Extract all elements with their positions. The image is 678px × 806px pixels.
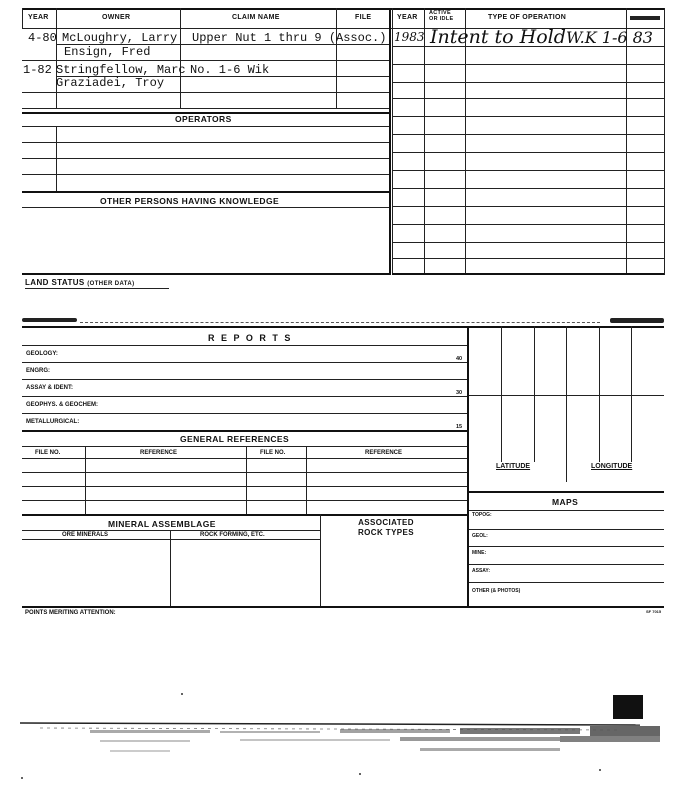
land-status-label: LAND STATUS (OTHER DATA) [25,278,135,287]
ore-minerals-label: ORE MINERALS [62,532,109,538]
header-file: FILE [355,14,372,21]
separator-right [610,318,664,323]
report-assay: ASSAY & IDENT: [26,385,74,391]
separator-left [22,318,77,322]
maps-other-photos: OTHER (& PHOTOS) [472,588,521,594]
maps-topog: TOPOG: [472,512,492,518]
report-metallurgical-num: 15 [456,424,463,430]
row4-owner: Graziadei, Troy [56,76,165,90]
gr-col-reference-2: REFERENCE [365,450,403,456]
report-geophys: GEOPHYS. & GEOCHEM: [26,402,99,408]
report-geology: GEOLOGY: [26,351,58,357]
row2-owner: Ensign, Fred [64,45,151,59]
points-meriting-attention: POINTS MERITING ATTENTION: [25,610,116,616]
header-active-idle: ACTIVE OR IDLE [429,10,454,22]
gr-col-file-no-1: FILE NO. [35,450,61,456]
header-owner: OWNER [102,14,131,21]
report-engrg: ENGRG: [26,368,50,374]
associated-rock-types: ASSOCIATED ROCK TYPES [358,518,415,537]
header-type-of-operation: TYPE OF OPERATION [488,14,567,21]
maps-assay: ASSAY: [472,568,491,574]
row1-owner: McLoughry, Larry [62,31,178,45]
operators-label: OPERATORS [175,114,232,124]
header-year-2: YEAR [397,14,418,21]
gr-col-reference-1: REFERENCE [140,450,178,456]
rock-forming-label: ROCK FORMING, ETC. [200,532,265,538]
maps-title: MAPS [552,497,579,507]
longitude-label: LONGITUDE [591,463,633,470]
reports-title: R E P O R T S [208,333,293,343]
handwritten-operation: W.K 1-6 83 [566,28,653,47]
maps-mine: MINE: [472,550,487,556]
latitude-label: LATITUDE [496,463,531,470]
report-geology-num: 40 [456,356,463,362]
gr-col-file-no-2: FILE NO. [260,450,286,456]
row1-year: 4-80 [28,31,57,45]
handwritten-year: 1983 [394,30,425,44]
row3-year: 1-82 [23,63,52,77]
report-assay-num: 30 [456,390,463,396]
other-persons-label: OTHER PERSONS HAVING KNOWLEDGE [100,196,280,206]
header-claim-name: CLAIM NAME [232,14,280,21]
row3-owner: Stringfellow, Marc [56,63,186,77]
maps-geol: GEOL: [472,533,488,539]
header-year: YEAR [28,14,49,21]
handwritten-status: Intent to Hold [430,26,566,48]
row1-claim: Upper Nut 1 thru 9 (Assoc.) [192,31,387,45]
mineral-assemblage-title: MINERAL ASSEMBLAGE [108,519,216,529]
header-ink-mark [630,16,660,20]
report-metallurgical: METALLURGICAL: [26,419,80,425]
general-references-title: GENERAL REFERENCES [180,434,290,444]
row3-claim: No. 1-6 Wik [190,63,270,77]
form-number: SF 7015 [646,609,662,614]
